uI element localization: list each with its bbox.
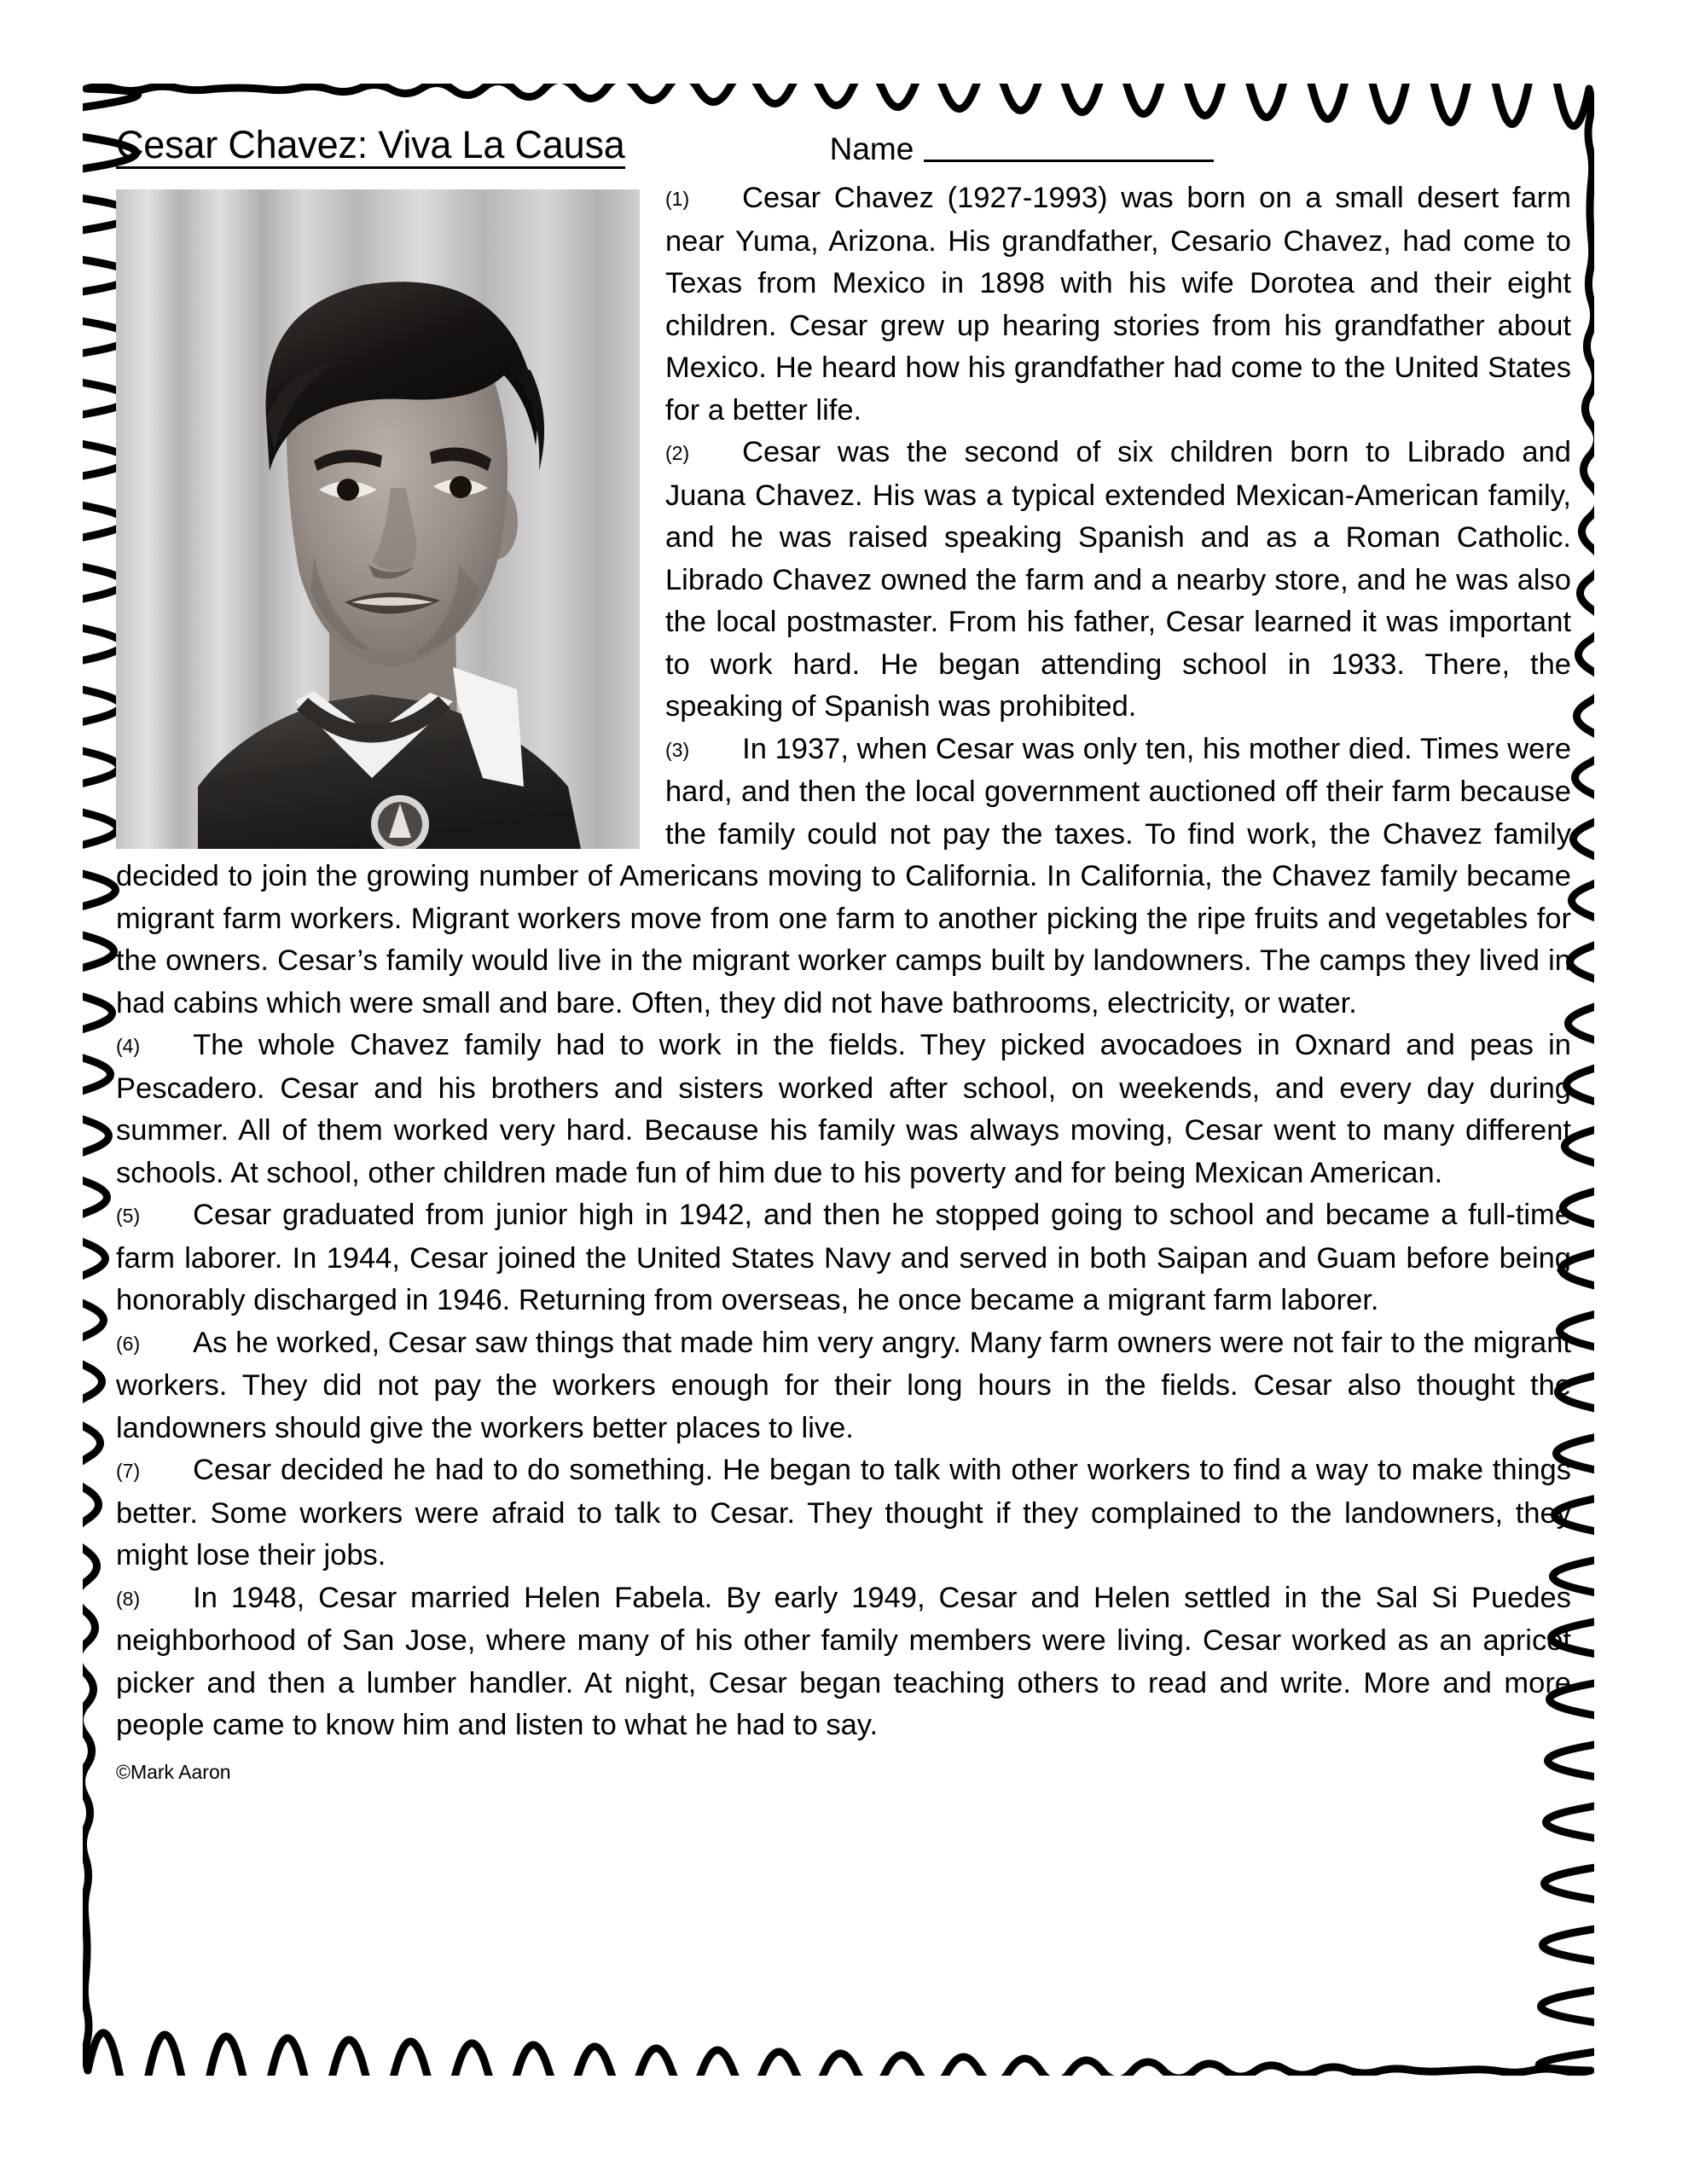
paragraph-number: (6): [116, 1332, 141, 1355]
paragraph-text: Cesar decided he had to do something. He began to talk with other workers to find a way to make things better. Some workers were afraid to talk to Cesar. They thought if they complained to the landowners, they might lose their jobs.: [116, 1454, 1571, 1571]
paragraph-number: (5): [116, 1205, 141, 1227]
copyright-credit: ©Mark Aaron: [116, 1760, 231, 1783]
name-label: Name: [829, 131, 914, 167]
paragraph-5: [116, 1194, 1571, 1322]
paragraph-text: Cesar graduated from junior high in 1942, and then he stopped going to school and became a full-time farm laborer. In 1944, Cesar joined the United States Navy and served in both Saipan and Guam before being honorably discharged in 1946. Returning from overseas, he once became a migrant farm laborer.: [116, 1199, 1571, 1316]
paragraph-number: (2): [665, 442, 690, 464]
paragraph-text: Cesar Chavez (1927-1993) was born on a small desert farm near Yuma, Arizona. His grandfather, Cesario Chavez, had come to Texas from Mexico in 1898 with his wife Dorotea and their eight children. Cesar grew up hearing stories from his grandfather about Mexico. He heard how his grandfather had come to the United States for a better life.: [665, 182, 1571, 427]
name-field[interactable]: [830, 133, 1215, 169]
paragraph-number: (4): [116, 1035, 141, 1057]
paragraph-text: As he worked, Cesar saw things that made him very angry. Many farm owners were not fair to the migrant workers. They did not pay the workers enough for their long hours in the fields. Cesar also thought the landowners should give the workers better places to live.: [116, 1326, 1571, 1444]
paragraph-4: [116, 1025, 1571, 1194]
paragraph-6: [116, 1322, 1571, 1450]
paragraph-text: In 1937, when Cesar was only ten, his mother died. Times were hard, and then the local government auctioned off their farm because the family could not pay the taxes. To find work, the Chavez family decided to join the growing number of Americans moving to California. In California, the Chavez family became migrant farm workers. Migrant workers move from one farm to another picking the ripe fruits and vegetables for the owners. Cesar’s family would live in the migrant worker camps built by landowners. The camps they lived in had cabins which were small and bare. Often, they did not have bathrooms, electricity, or water.: [116, 732, 1571, 1019]
page-title: Cesar Chavez: Viva La Causa: [116, 125, 625, 169]
paragraph-number: (1): [665, 188, 690, 210]
paragraph-8: [116, 1577, 1571, 1747]
paragraph-number: (7): [116, 1460, 141, 1482]
name-blank-line[interactable]: [924, 159, 1214, 162]
paragraph-number: (8): [116, 1587, 141, 1610]
paragraph-text: The whole Chavez family had to work in the fields. They picked avocadoes in Oxnard and peas in Pescadero. Cesar and his brothers and sisters worked after school, on weekends, and every day during summer. All of them worked very hard. Because his family was always moving, Cesar went to many different schools. At school, other children made fun of him due to his poverty and for being Mexican American.: [116, 1029, 1571, 1189]
worksheet-content: [116, 104, 1571, 2058]
paragraph-text: In 1948, Cesar married Helen Fabela. By early 1949, Cesar and Helen settled in the Sal Si Puedes neighborhood of San Jose, where many of his other family members were living. Cesar worked as an apricot picker and then a lumber handler. At night, Cesar began teaching others to read and write. More and more people came to know him and listen to what he had to say.: [116, 1581, 1571, 1741]
cesar-chavez-portrait-photo: [116, 189, 640, 849]
worksheet-header: [116, 104, 1571, 169]
paragraph-number: (3): [665, 738, 690, 761]
paragraph-7: [116, 1449, 1571, 1577]
paragraph-text: Cesar was the second of six children born to Librado and Juana Chavez. His was a typical extended Mexican-American family, and he was raised speaking Spanish and as a Roman Catholic. Librado Chavez owned the farm and a nearby store, and he was also the local postmaster. From his father, Cesar learned it was important to work hard. He began attending school in 1933. There, the speaking of Spanish was prohibited.: [665, 436, 1571, 723]
